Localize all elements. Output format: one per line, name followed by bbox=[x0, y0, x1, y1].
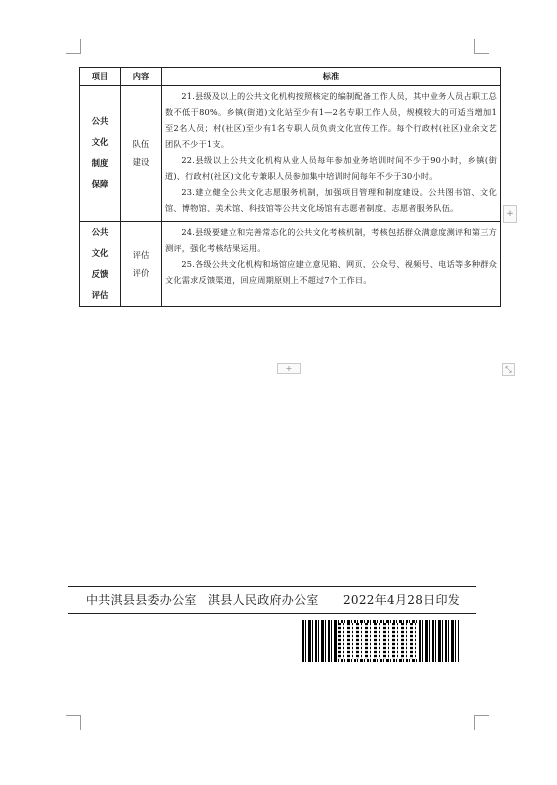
content-text: 建设 bbox=[132, 157, 150, 168]
add-row-button[interactable]: + bbox=[277, 363, 301, 374]
content-text: 队伍 bbox=[132, 139, 150, 150]
header-standard: 标准 bbox=[162, 68, 501, 86]
item-text: 评估 bbox=[91, 289, 109, 300]
table-row bbox=[80, 221, 501, 306]
standard-paragraph: 25.各级公共文化机构和场馆应建立意见箱、网页、公众号、视频号、电话等多种群众文化需求反馈渠道，回应周期原则上不超过7个工作日。 bbox=[165, 258, 497, 285]
standards-table bbox=[79, 67, 501, 307]
content-text: 评估 bbox=[132, 249, 150, 260]
content-cell[interactable] bbox=[121, 86, 162, 222]
standard-cell[interactable] bbox=[162, 221, 501, 306]
content-text: 评价 bbox=[132, 267, 150, 278]
imprint-line bbox=[68, 590, 476, 610]
issuer-government-office: 淇县人民政府办公室 bbox=[208, 593, 319, 607]
imprint-top-rule bbox=[68, 586, 476, 587]
issuer-party-office: 中共淇县县委办公室 bbox=[86, 593, 197, 607]
add-column-button[interactable]: + bbox=[503, 205, 517, 223]
crop-mark-bottom-left bbox=[66, 715, 81, 730]
item-text: 制度 bbox=[91, 158, 109, 169]
header-content: 内容 bbox=[121, 68, 162, 86]
item-text: 公共 bbox=[91, 226, 109, 237]
item-cell[interactable] bbox=[80, 221, 121, 306]
table-row bbox=[80, 86, 501, 222]
standard-paragraph: 23.建立健全公共文化志愿服务机制，加强项目管理和制度建设。公共图书馆、文化馆、博物馆、美术馆、科技馆等公共文化场馆有志愿者制度、志愿者服务队伍。 bbox=[165, 186, 497, 213]
barcode-pattern bbox=[338, 623, 418, 659]
barcode-icon bbox=[302, 620, 459, 662]
item-text: 公共 bbox=[91, 116, 109, 127]
header-item: 项目 bbox=[80, 68, 121, 86]
item-text: 文化 bbox=[91, 137, 109, 148]
standard-paragraph: 21.县级及以上的公共文化机构按照核定的编制配备工作人员，其中业务人员占职工总数不低于80%。乡镇(街道)文化站至少有1—2名专职工作人员，规模较大的可适当增加1至2名人员；村(社区)至少有1名专职人员负责文化宣传工作。每个行政村(社区)业余文艺团队不少于1支。 bbox=[165, 91, 497, 149]
item-text: 文化 bbox=[91, 247, 109, 258]
imprint-bottom-rule bbox=[68, 613, 476, 614]
item-cell[interactable] bbox=[80, 86, 121, 222]
crop-mark-top-right bbox=[474, 39, 489, 54]
crop-mark-bottom-right bbox=[474, 715, 489, 730]
item-text: 保障 bbox=[91, 179, 109, 190]
print-date: 2022年4月28日印发 bbox=[343, 593, 461, 607]
standard-cell[interactable] bbox=[162, 86, 501, 222]
table-header-row bbox=[80, 68, 501, 86]
crop-mark-top-left bbox=[66, 39, 81, 54]
table-resize-handle[interactable]: ⤡ bbox=[502, 363, 515, 376]
standard-paragraph: 24.县级要建立和完善常态化的公共文化考核机制，考核包括群众满意度测评和第三方测评，强化考核结果运用。 bbox=[165, 226, 497, 253]
standard-paragraph: 22.县级以上公共文化机构从业人员每年参加业务培训时间不少于90小时，乡镇(街道)、行政村(社区)文化专兼职人员参加集中培训时间每年不少于30小时。 bbox=[165, 154, 497, 181]
item-text: 反馈 bbox=[91, 268, 109, 279]
content-cell[interactable] bbox=[121, 221, 162, 306]
